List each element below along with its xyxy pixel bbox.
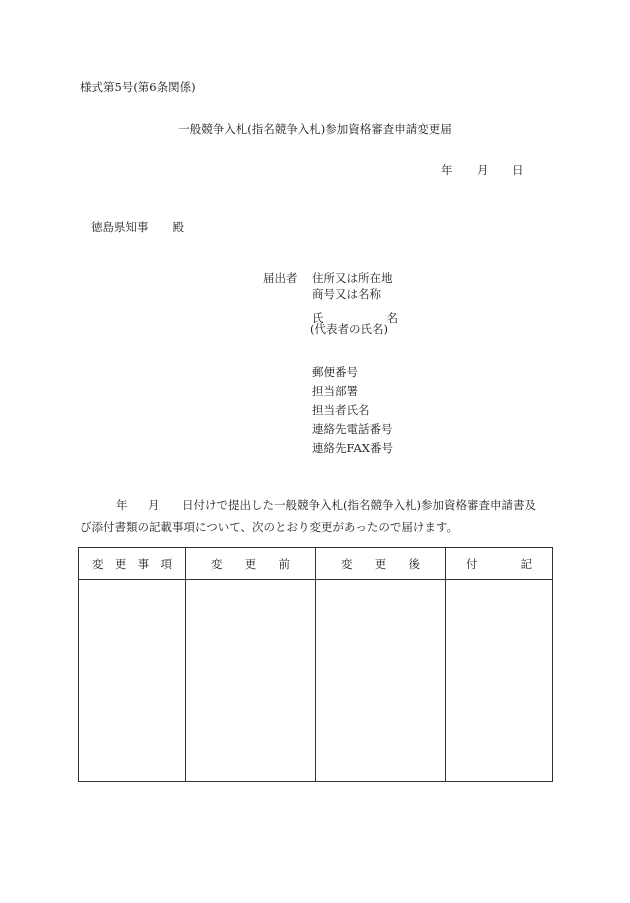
document-title: 一般競争入札(指名競争入札)参加資格審査申請変更届 (178, 122, 452, 136)
change-table-body-row (79, 580, 553, 782)
applicant-label: 届出者 (263, 271, 298, 285)
trade-name-field-label: 商号又は名称 (312, 287, 381, 301)
body-text-line-2: び添付書類の記載事項について、次のとおり変更があったので届けます。 (80, 520, 459, 534)
header-change-item: 変 更 事 項 (79, 548, 186, 580)
addressee-name: 徳島県知事 (91, 220, 149, 234)
header-after-change: 変 更 後 (316, 548, 446, 580)
fax-label: 連絡先FAX番号 (312, 441, 393, 455)
department-label: 担当部署 (312, 384, 358, 398)
body-text-line-1: 日付けで提出した一般競争入札(指名競争入札)参加資格審査申請書及 (182, 498, 536, 512)
address-field-label: 住所又は所在地 (312, 271, 393, 285)
contact-person-label: 担当者氏名 (312, 403, 370, 417)
change-table (78, 547, 553, 782)
date-year-label: 年 (441, 163, 453, 177)
representative-label: (代表者の氏名) (310, 322, 388, 336)
cell-remarks[interactable] (446, 580, 553, 782)
name-left-char: 氏 (312, 311, 324, 325)
postal-code-label: 郵便番号 (312, 365, 358, 379)
header-before-change: 変 更 前 (186, 548, 316, 580)
cell-after-change[interactable] (316, 580, 446, 782)
body-year-label: 年 (116, 498, 128, 512)
date-day-label: 日 (512, 163, 524, 177)
date-month-label: 月 (477, 163, 489, 177)
name-right-char: 名 (386, 311, 398, 325)
form-number: 様式第5号(第6条関係) (80, 80, 196, 94)
change-table-header-row (79, 548, 553, 580)
phone-label: 連絡先電話番号 (312, 422, 393, 436)
header-remarks: 付 記 (446, 548, 553, 580)
cell-change-item[interactable] (79, 580, 186, 782)
addressee (91, 222, 184, 234)
addressee-honorific: 殿 (172, 220, 184, 234)
body-month-label: 月 (148, 498, 160, 512)
cell-before-change[interactable] (186, 580, 316, 782)
